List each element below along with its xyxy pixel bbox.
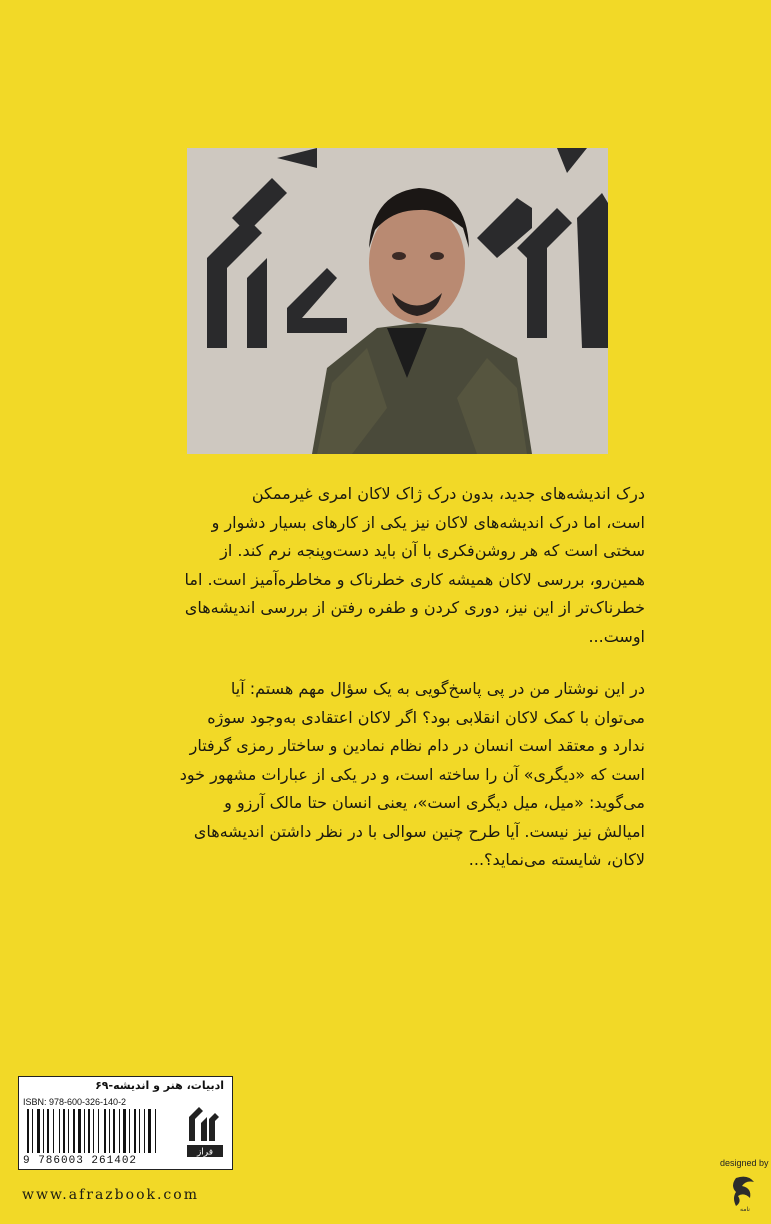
- barcode-bar: [63, 1109, 65, 1153]
- paragraph-line: خطرناک‌تر از این نیز، دوری کردن و طفره رفتن از بررسی اندیشه‌های: [184, 598, 645, 617]
- barcode-bar: [129, 1109, 130, 1153]
- barcode-bar: [37, 1109, 40, 1153]
- barcode-bar: [43, 1109, 44, 1153]
- barcode-bar: [123, 1109, 126, 1153]
- isbn-label: ISBN: 978-600-326-140-2: [23, 1097, 127, 1107]
- publisher-logo-text: فراز: [196, 1147, 214, 1158]
- designer-logo-icon: [728, 1172, 762, 1212]
- barcode-bar: [155, 1109, 156, 1153]
- barcode-bar: [47, 1109, 49, 1153]
- barcode-bar: [134, 1109, 136, 1153]
- description-paragraph-1: [130, 480, 645, 651]
- paragraph-line: است، اما درک اندیشه‌های لاکان نیز یکی از کارهای بسیار دشوار و: [211, 512, 645, 532]
- publisher-logo-icon: [185, 1101, 225, 1159]
- barcode-bar: [139, 1109, 140, 1153]
- barcode-bar: [27, 1109, 29, 1153]
- designed-by-label: designed by: [720, 1158, 769, 1168]
- paragraph-line: درک اندیشه‌های جدید، بدون درک ژاک لاکان امری غیرممکن: [251, 484, 645, 503]
- paragraph-line: است که «دیگری» آن را ساخته است، و در یکی از عبارات مشهور خود: [179, 764, 645, 784]
- author-photo: [187, 148, 608, 454]
- series-label: ادبیات، هنر و اندیشه-۶۹: [95, 1079, 224, 1092]
- paragraph-line: ندارد و معتقد است انسان در دام نظام نمادین و ساختار رمزی گرفتار: [189, 736, 645, 755]
- designer-mark-text: نامه: [740, 1206, 750, 1212]
- barcode-bars: [25, 1109, 177, 1155]
- barcode-bar: [113, 1109, 115, 1153]
- barcode-bar: [73, 1109, 75, 1153]
- paragraph-line: در این نوشتار من در پی پاسخ‌گویی به یک سؤال مهم هستم: آیا: [230, 679, 645, 698]
- barcode-bar: [93, 1109, 94, 1153]
- barcode-bar: [104, 1109, 106, 1153]
- paragraph-line: امیالش نیز نیست. آیا طرح چنین سوالی با در نظر داشتن اندیشه‌های: [193, 821, 645, 841]
- description-paragraph-2: [130, 675, 645, 875]
- barcode-bar: [68, 1109, 69, 1153]
- barcode-bar: [59, 1109, 60, 1153]
- barcode-bar: [53, 1109, 54, 1153]
- barcode-bar: [119, 1109, 120, 1153]
- paragraph-line: سختی است که هر روشن‌فکری با آن باید دست‌وپنجه نرم کند. از: [220, 541, 645, 560]
- paragraph-line: همین‌رو، بررسی لاکان همیشه کاری خطرناک و مخاطره‌آمیز است. اما: [184, 569, 645, 589]
- barcode-bar: [84, 1109, 85, 1153]
- barcode-bar: [98, 1109, 99, 1153]
- barcode-bar: [32, 1109, 33, 1153]
- barcode-panel: [18, 1076, 233, 1170]
- barcode-digits: 9 786003 261402: [23, 1155, 138, 1167]
- paragraph-line: لاکان، شایسته می‌نماید؟...: [468, 850, 645, 869]
- paragraph-line: اوست...: [588, 626, 645, 646]
- publisher-website[interactable]: www.afrazbook.com: [22, 1187, 199, 1203]
- paragraph-line: می‌گوید: «میل، میل دیگری است»، یعنی انسان حتا مالک آرزو و: [224, 793, 645, 812]
- barcode-bar: [78, 1109, 81, 1153]
- barcode-bar: [144, 1109, 145, 1153]
- barcode-bar: [109, 1109, 110, 1153]
- barcode-bar: [148, 1109, 151, 1153]
- barcode-bar: [88, 1109, 90, 1153]
- paragraph-line: می‌توان با کمک لاکان انقلابی بود؟ اگر لاکان اعتقادی به‌وجود سوژه: [207, 707, 645, 727]
